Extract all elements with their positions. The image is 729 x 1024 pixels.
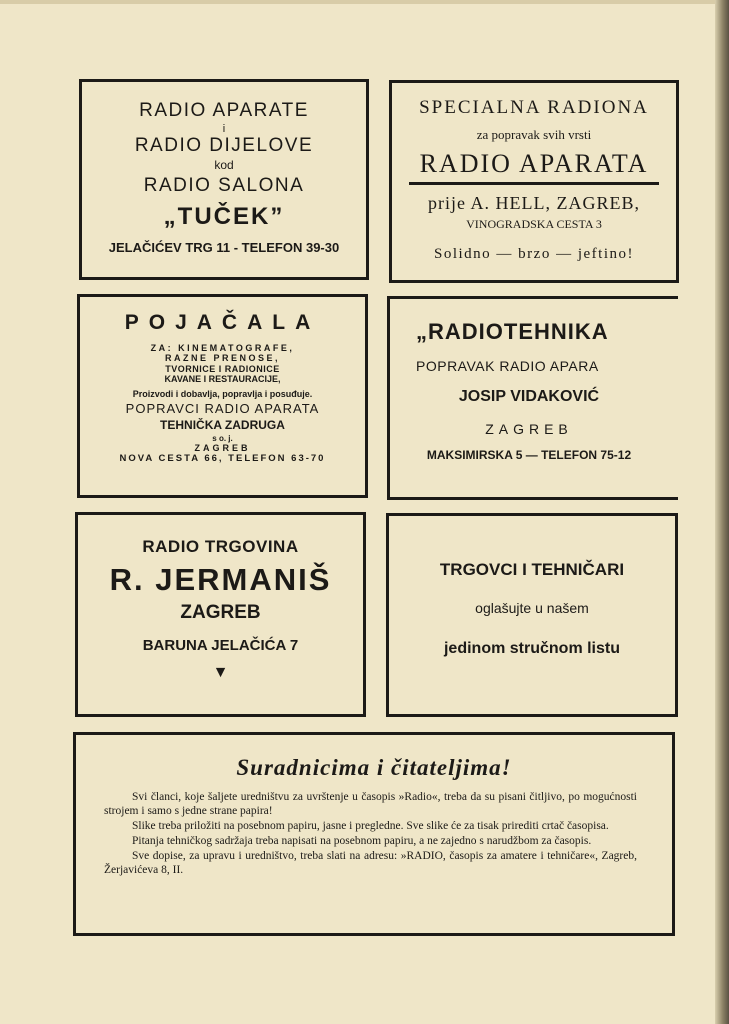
ad5-shop-name: R. JERMANIŠ	[109, 561, 332, 597]
ad-radio-trgovina-jermanis	[75, 512, 366, 717]
ad-pojacala-tehnicka-zadruga	[77, 294, 368, 498]
ad5-arrow-marker: ▼	[212, 664, 229, 682]
notice-paragraph: Sve dopise, za upravu i uredništvo, treba slati na adresu: »RADIO, časopis za amatere i tehničare«, Zagreb, Žerjavićeva 8, II.	[104, 850, 637, 876]
ad-trgovci-i-tehnicari	[386, 513, 678, 717]
page-spine-edge	[715, 0, 729, 1024]
ad3-line6: POPRAVCI RADIO APARATA	[125, 400, 320, 416]
notice-paragraph: Pitanja tehničkog sadržaja treba napisati na posebnom papiru, a ne zajedno s narudžbom za časopis.	[132, 835, 592, 848]
ad2-slogan: Solidno — brzo — jeftino!	[434, 246, 634, 263]
ad4-line2: JOSIP VIDAKOVIĆ	[458, 388, 600, 406]
ad2-line5: VINOGRADSKA CESTA 3	[466, 217, 602, 232]
ad4-line1: POPRAVAK RADIO APARA	[416, 358, 599, 375]
ad6-line3: jedinom stručnom listu	[443, 639, 620, 657]
ad6-line1: TRGOVCI I TEHNIČARI	[439, 560, 625, 579]
ad4-title: „RADIOTEHNIKA	[416, 319, 609, 344]
ad2-rule	[409, 182, 659, 185]
ad2-line1: SPECIALNA RADIONA	[419, 97, 649, 118]
ad3-line7: TEHNIČKA ZADRUGA	[160, 417, 285, 432]
ad5-line1: RADIO TRGOVINA	[142, 537, 299, 556]
ad1-line1: RADIO APARATE	[139, 100, 309, 121]
ad5-city: ZAGREB	[180, 602, 261, 624]
notice-to-contributors-and-readers	[73, 732, 675, 936]
ad1-line4: kod	[214, 158, 234, 173]
notice-body	[104, 791, 637, 876]
ad2-line4: prije A. HELL, ZAGREB,	[428, 192, 640, 213]
page-top-edge	[0, 0, 715, 4]
ad3-line9: ZAGREB	[194, 442, 251, 453]
notice-paragraph: Slike treba priložiti na posebnom papiru, jasne i pregledne. Sve slike će za tisak prirediti crtač časopisa.	[132, 819, 609, 832]
ad2-line3: RADIO APARATA	[419, 148, 649, 178]
ad5-address: BARUNA JELAČIĆA 7	[142, 637, 299, 655]
ad6-line2: oglašujte u našem	[475, 599, 589, 616]
ad3-line4: KAVANE I RESTAURACIJE,	[164, 374, 281, 385]
ad3-title: POJAČALA	[124, 311, 321, 334]
ad-radiotehnika-vidakovic	[387, 296, 678, 500]
ad-radio-salon-tucek	[79, 79, 369, 280]
ad1-line2: i	[222, 122, 226, 135]
ad3-line1: ZA: KINEMATOGRAFE,	[150, 343, 295, 354]
ad3-line8: s o. j.	[212, 433, 233, 443]
ad1-line3: RADIO DIJELOVE	[134, 135, 314, 157]
ad1-shop-name: „TUČEK”	[163, 202, 285, 230]
ad3-line10: NOVA CESTA 66, TELEFON 63-70	[119, 453, 326, 465]
notice-paragraph: Svi članci, koje šaljete uredništvu za uvrštenje u časopis »Radio«, treba da su pisani čitljivo, po mogućnosti strojem i samo s jedne strane papira!	[104, 791, 637, 817]
ad3-line3: TVORNICE I RADIONICE	[165, 363, 280, 374]
ad2-line2: za popravak svih vrsti	[476, 126, 592, 142]
ad3-line5: Proizvodi i dobavlja, popravlja i posuđuje.	[132, 388, 313, 399]
ad-specialna-radiona-hell	[389, 80, 679, 283]
ad1-line5: RADIO SALONA	[143, 175, 305, 197]
ad4-line4: MAKSIMIRSKA 5 — TELEFON 75-12	[426, 447, 632, 462]
ad3-line2: RAZNE PRENOSE,	[164, 353, 280, 364]
notice-title: Suradnicima i čitateljima!	[236, 755, 512, 780]
ad1-address: JELAČIĆEV TRG 11 - TELEFON 39-30	[108, 239, 340, 255]
ad4-line3: ZAGREB	[485, 420, 573, 437]
